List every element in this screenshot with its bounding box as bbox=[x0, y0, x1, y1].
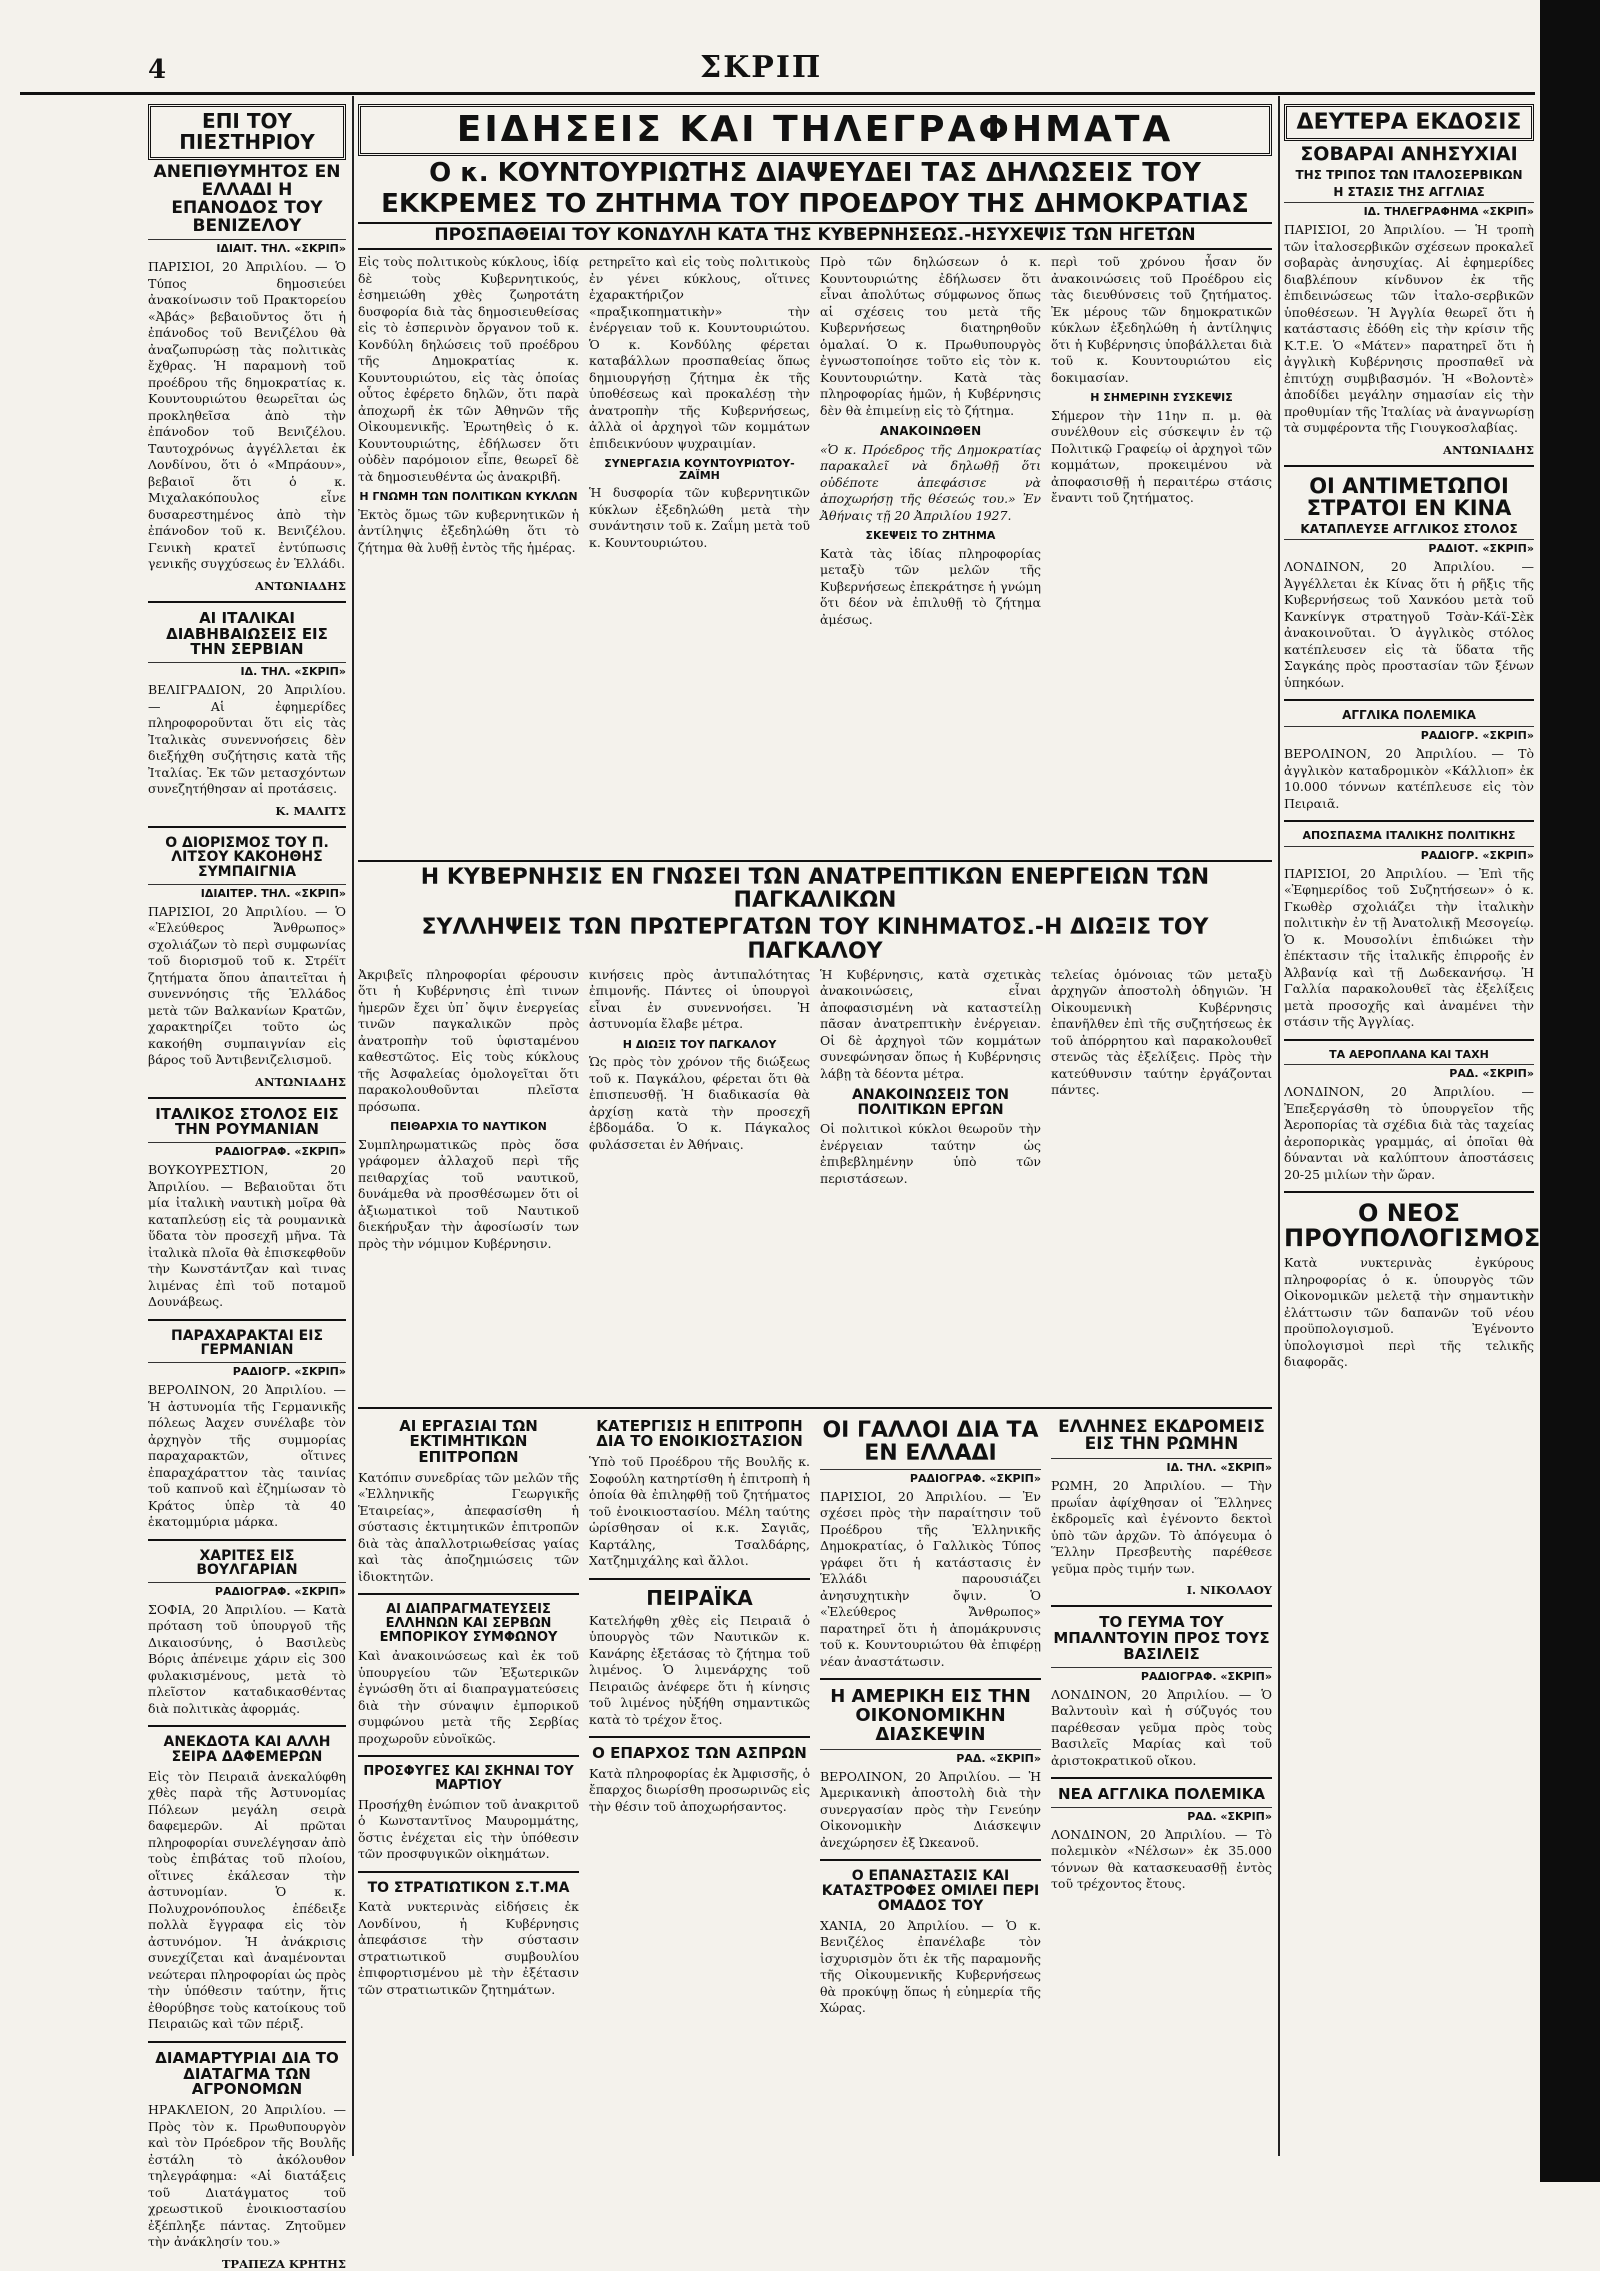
article-title: ΠΕΙΡΑΪΚΑ bbox=[646, 1585, 753, 1610]
article-source: ΡΑΔΙΟΓΡ. «ΣΚΡΙΠ» bbox=[148, 1362, 346, 1378]
article-signature: ΤΡΑΠΕΖΑ ΚΡΗΤΗΣ bbox=[221, 2256, 346, 2271]
lead-subheadline: ΠΡΟΣΠΑΘΕΙΑΙ ΤΟΥ ΚΟΝΔΥΛΗ ΚΑΤΑ ΤΗΣ ΚΥΒΕΡΝΗΣΕΩΣ.-ΗΣΥΧΕΨΙΣ ΤΩΝ ΗΓΕΤΩΝ bbox=[358, 222, 1272, 250]
lower-col bbox=[1051, 1415, 1272, 2215]
article-title: ΤΑ ΑΕΡΟΠΛΑΝΑ ΚΑΙ ΤΑΧΗ bbox=[1329, 1047, 1489, 1061]
lead-col bbox=[820, 254, 1041, 854]
article-body: ΠΑΡΙΣΙΟΙ, 20 Ἀπριλίου. — Ἐν σχέσει πρὸς τὴν παραίτησιν τοῦ Προέδρου τῆς Ἑλληνικῆς Δημοκρατίας, ὁ Γαλλικὸς Τύπος γράφει ὅτι ἡ κατάστασις ἐν Ἑλλάδι παρουσιάζει ἀνησυχητικὴν ὄψιν. Ὁ «Ἐλεύθερος Ἄνθρωπος» παρατηρεῖ ὅτι ἡ ἀπομάκρυνσις τοῦ κ. Κουντουριώτου θὰ ἐπιφέρῃ νέαν ἀναστάτωσιν. bbox=[820, 1488, 1041, 1669]
article-title: Ο ΔΙΟΡΙΣΜΟΣ ΤΟΥ Π. ΛΙΤΣΟΥ ΚΑΚΟΗΘΗΣ ΣΥΜΠΑΙΓΝΙΑ bbox=[165, 834, 329, 880]
sub-heading: ΑΝΑΚΟΙΝΩΣΕΙΣ ΤΟΝ ΠΟΛΙΤΙΚΩΝ ΕΡΓΩΝ bbox=[852, 1087, 1009, 1118]
divider bbox=[148, 2041, 346, 2043]
article-source: ΡΑΔΙΟΤ. «ΣΚΡΙΠ» bbox=[1284, 539, 1534, 555]
announcement-body: «Ὁ κ. Πρόεδρος τῆς Δημοκρατίας παρακαλεῖ νὰ δηλωθῇ ὅτι οὐδέποτε ἀπεφάσισε νὰ ἀποχωρήσῃ τῆς θέσεώς του.» Ἐν Ἀθήναις τῇ 20 Ἀπριλίου 1927. bbox=[820, 441, 1041, 523]
article-title: ΕΛΛΗΝΕΣ ΕΚΔΡΟΜΕΙΣ ΕΙΣ ΤΗΝ ΡΩΜΗΝ bbox=[1058, 1416, 1265, 1455]
article-signature: Κ. ΜΑΛΙΤΣ bbox=[275, 803, 346, 818]
mid-headline: ΣΥΛΛΗΨΕΙΣ ΤΩΝ ΠΡΩΤΕΡΓΑΤΩΝ ΤΟΥ ΚΙΝΗΜΑΤΟΣ.-Η ΔΙΩΞΙΣ ΤΟΥ ΠΑΓΚΑΛΟΥ bbox=[421, 915, 1209, 964]
article-signature: Ι. ΝΙΚΟΛΑΟΥ bbox=[1186, 1583, 1272, 1598]
article-body: Εἰς τὸν Πειραιᾶ ἀνεκαλύφθη χθὲς παρὰ τῆς Ἀστυνομίας Πόλεων μεγάλη σειρὰ δαφεμερῶν. Αἱ πρῶται πληροφορίαι συνελέγησαν ἀπὸ τοὺς ἐπιβάτας τοῦ πλοίου, οἵτινες ἐκάλεσαν τὴν ἀστυνομίαν. Ὁ κ. Πολυχρονόπουλος ἐπέδειξε πολλὰ ἔγγραφα εἰς τὸν ἀστυνόμον. Ἡ ἀνάκρισις συνεχίζεται καὶ ἀναμένονται νεώτεραι πληροφορίαι ὡς πρὸς τὴν ὑπόθεσιν ταύτην, ἥτις ἐθορύβησε τοὺς κατοίκους τοῦ Πειραιῶς καὶ τῶν πέριξ. bbox=[148, 1768, 346, 2032]
article-title: ΑΙ ΙΤΑΛΙΚΑΙ ΔΙΑΒΗΒΑΙΩΣΕΙΣ ΕΙΣ ΤΗΝ ΣΕΡΒΙΑΝ bbox=[166, 608, 328, 659]
article-body: ΛΟΝΔΙΝΟΝ, 20 Ἀπριλίου. — Ὁ Βαλντουὶν καὶ ἡ σύζυγός του παρέθεσαν γεῦμα πρὸς τοὺς Βασιλεῖς Μαρίας καὶ τοῦ ἀριστοκρατικοῦ οἴκου. bbox=[1051, 1686, 1272, 1768]
article-body: Ἀκριβεῖς πληροφορίαι φέρουσιν ὅτι ἡ Κυβέρνησις ἐπὶ τινων ἡμερῶν ἔχει ὑπ᾽ ὄψιν ἐνεργείας τινῶν παγκαλικῶν πρὸς ἀνατροπὴν τοῦ ὑφισταμένου καθεστῶτος. Εἰς τοὺς κύκλους τῆς Ἀσφαλείας ὁμολογεῖται ὅτι παρακολουθοῦνται πλεῖστα πρόσωπα. bbox=[358, 966, 579, 1114]
article-body: ΣΟΦΙΑ, 20 Ἀπριλίου. — Κατὰ πρόταση τοῦ ὑπουργοῦ τῆς Δικαιοσύνης, ὁ Βασιλεὺς Βόρις ἀπένειμε χάριν εἰς 300 φυλακισμένους, μετὰ τὸ πλεῖστον καταδικασθέντας διὰ πολιτικὰς ἀφορμάς. bbox=[148, 1601, 346, 1716]
article-title: ΤΟ ΣΤΡΑΤΙΩΤΙΚΟΝ Σ.Τ.ΜΑ bbox=[367, 1879, 570, 1896]
lower-col bbox=[589, 1415, 810, 2215]
article-signature: ΑΝΤΩΝΙΑΔΗΣ bbox=[255, 1074, 346, 1089]
divider bbox=[148, 826, 346, 828]
article-body: κινήσεις πρὸς ἀντιπαλότητας ἐπιμονῆς. Πάντες οἱ ὑπουργοὶ εἶναι ἐν συνεννοήσει. Ἡ ἀστυνομία ἔλαβε μέτρα. bbox=[589, 966, 810, 1032]
article-title: ΠΡΟΣΦΥΓΕΣ ΚΑΙ ΣΚΗΝΑΙ ΤΟΥ ΜΑΡΤΙΟΥ bbox=[363, 1764, 574, 1793]
sub-heading: Η ΓΝΩΜΗ ΤΩΝ ΠΟΛΙΤΙΚΩΝ ΚΥΚΛΩΝ bbox=[359, 490, 578, 504]
section-heading: ΔΕΥΤΕΡΑ ΕΚΔΟΣΙΣ bbox=[1284, 104, 1534, 141]
article-title: Ο ΕΠΑΝΑΣΤΑΣΙΣ ΚΑΙ ΚΑΤΑΣΤΡΟΦΕΣ ΟΜΙΛΕΙ ΠΕΡΙ ΟΜΑΔΟΣ ΤΟΥ bbox=[821, 1868, 1040, 1914]
masthead: ΣΚΡΙΠ bbox=[700, 50, 823, 85]
article-title: Ο ΝΕΟΣ ΠΡΟΥΠΟΛΟΓΙΣΜΟΣ bbox=[1284, 1199, 1541, 1253]
article-source: ΡΑΔΙΟΓΡΑΦ. «ΣΚΡΙΠ» bbox=[820, 1469, 1041, 1485]
lead-headline: ΕΚΚΡΕΜΕΣ ΤΟ ΖΗΤΗΜΑ ΤΟΥ ΠΡΟΕΔΡΟΥ ΤΗΣ ΔΗΜΟΚΡΑΤΙΑΣ bbox=[381, 189, 1249, 220]
article-body: ΛΟΝΔΙΝΟΝ, 20 Ἀπριλίου. — Ἐπεξεργάσθη τὸ ὑπουργεῖον τῆς Ἀεροπορίας τὰ σχέδια διὰ τὰς ταχείας ἀεροπορικὰς γραμμάς, αἱ ὁποῖαι θὰ δύνανται νὰ καλύπτουν ἀποστάσεις 20-25 μιλίων τὴν ὥραν. bbox=[1284, 1084, 1534, 1182]
section-heading: ΕΠΙ ΤΟΥ ΠΙΕΣΤΗΡΙΟΥ bbox=[148, 104, 346, 160]
sub-heading: Η ΔΙΩΞΙΣ ΤΟΥ ΠΑΓΚΑΛΟΥ bbox=[622, 1037, 777, 1051]
lead-col bbox=[589, 254, 810, 854]
lead-columns bbox=[358, 254, 1272, 854]
article-title: ΙΤΑΛΙΚΟΣ ΣΤΟΛΟΣ ΕΙΣ ΤΗΝ ΡΟΥΜΑΝΙΑΝ bbox=[155, 1104, 339, 1139]
article-title: ΟΙ ΑΝΤΙΜΕΤΩΠΟΙ ΣΤΡΑΤΟΙ ΕΝ ΚΙΝΑ bbox=[1306, 473, 1512, 520]
article-title: ΠΑΡΑΧΑΡΑΚΤΑΙ ΕΙΣ ΓΕΡΜΑΝΙΑΝ bbox=[170, 1327, 324, 1359]
article-body: Κατόπιν συνεδρίας τῶν μελῶν τῆς «Ἑλληνικῆς Γεωργικῆς Ἑταιρείας», ἀπεφασίσθη ἡ σύστασις ἐκτιμητικῶν ἐπιτροπῶν διὰ τὰς ἀπαλλοτριωθείσας γαίας καὶ τὰς ἀποζημιώσεις τῶν ἰδιοκτητῶν. bbox=[358, 1469, 579, 1584]
article-title: ΑΝΕΚΔΟΤΑ ΚΑΙ ΑΛΛΗ ΣΕΙΡΑ ΔΑΦΕΜΕΡΩΝ bbox=[163, 1734, 331, 1766]
article-title: ΑΙ ΕΡΓΑΣΙΑΙ ΤΩΝ ΕΚΤΙΜΗΤΙΚΩΝ ΕΠΙΤΡΟΠΩΝ bbox=[399, 1416, 538, 1467]
article-title: ΝΕΑ ΑΓΓΛΙΚΑ ΠΟΛΕΜΙΚΑ bbox=[1058, 1785, 1265, 1804]
article-body: Συμπληρωματικῶς πρὸς ὅσα γράφομεν ἀλλαχοῦ περὶ τῆς πειθαρχίας τοῦ ναυτικοῦ, δυνάμεθα νὰ προσθέσωμεν ὅτι οἱ ἀξιωματικοὶ τοῦ Ναυτικοῦ διεκήρυξαν τὴν ἀφοσίωσίν των πρὸς τὴν νόμιμον Κυβέρνησιν. bbox=[358, 1136, 579, 1251]
sub-heading: ΑΝΑΚΟΙΝΩΘΕΝ bbox=[879, 424, 982, 439]
lead-col bbox=[358, 254, 579, 854]
sub-heading: ΣΥΝΕΡΓΑΣΙΑ ΚΟΥΝΤΟΥΡΙΩΤΟΥ-ΖΑΪΜΗ bbox=[604, 457, 795, 482]
article-body: Προσήχθη ἐνώπιον τοῦ ἀνακριτοῦ ὁ Κωνσταντῖνος Μαυρομμάτης, ὅστις ἐνέχεται εἰς τὴν ὑπόθεσιν τῶν προσφυγικῶν οἰκημάτων. bbox=[358, 1796, 579, 1862]
mid-col bbox=[1051, 967, 1272, 1407]
article-body: Ὡς πρὸς τὸν χρόνον τῆς διώξεως τοῦ κ. Παγκάλου, φέρεται ὅτι θὰ ἐπισπευσθῇ. Ἡ διαδικασία θὰ ἀρχίσῃ κατὰ τὴν προσεχῆ ἑβδομάδα. Ὁ κ. Πάγκαλος φυλάσσεται ἐν Ἀθήναις. bbox=[589, 1054, 810, 1152]
article-source: ΙΔ. ΤΗΛ. «ΣΚΡΙΠ» bbox=[1051, 1458, 1272, 1474]
sub-heading: ΣΚΕΨΕΙΣ ΤΟ ΖΗΤΗΜΑ bbox=[865, 529, 996, 543]
article-body: ΒΟΥΚΟΥΡΕΣΤΙΟΝ, 20 Ἀπριλίου. — Βεβαιοῦται ὅτι μία ἰταλικὴ ναυτικὴ μοῖρα θὰ καταπλεύσῃ εἰς τὰ ρουμανικὰ ὕδατα τὸν προσεχῆ μῆνα. Τὰ ἰταλικὰ πλοῖα θὰ ἐπισκεφθοῦν τὴν Κωνστάντζαν καὶ τινας λιμένας ἐπὶ τοῦ ποταμοῦ Δουνάβεως. bbox=[148, 1162, 346, 1310]
article-title: ΚΑΤΕΡΓΙΣΙΣ Η ΕΠΙΤΡΟΠΗ ΔΙΑ ΤΟ ΕΝΟΙΚΙΟΣΤΑΣΙΟΝ bbox=[596, 1416, 803, 1451]
center-column bbox=[358, 100, 1272, 2160]
article-body: Ἐκτὸς ὅμως τῶν κυβερνητικῶν ἡ ἀντίληψις ἐξεδηλώθη ὅτι τὸ ζήτημα θὰ λυθῇ ἐντὸς τῆς ἡμέρας. bbox=[358, 506, 579, 555]
article-body: Κατὰ τὰς ἰδίας πληροφορίας μεταξὺ τῶν μελῶν τῆς Κυβερνήσεως ἐπεκράτησε ἡ γνώμη ὅτι δέον νὰ ἐπιλυθῇ τὸ ζήτημα ἀμέσως. bbox=[820, 545, 1041, 627]
page-number: 4 bbox=[148, 55, 167, 85]
divider bbox=[148, 1539, 346, 1541]
article-body: Κατελήφθη χθὲς εἰς Πειραιᾶ ὁ ὑπουργὸς τῶν Ναυτικῶν κ. Κανάρης ἐξετάσας τὸ ζήτημα τοῦ λιμένος. Ὁ λιμενάρχης τοῦ Πειραιῶς ἀνέφερε ὅτι ἡ κίνησις τοῦ λιμένος ηὐξήθη σημαντικῶς κατὰ τὸ τρέχον ἔτος. bbox=[589, 1612, 810, 1727]
article-subtitle: Η ΣΤΑΣΙΣ ΤΗΣ ΑΓΓΛΙΑΣ bbox=[1333, 184, 1485, 199]
article-body: ΧΑΝΙΑ, 20 Ἀπριλίου. — Ὁ κ. Βενιζέλος ἐπανέλαβε τὸν ἰσχυρισμὸν ὅτι ἐκ τῆς παραμονῆς τῆς Οἰκουμενικῆς Κυβερνήσεως θὰ προκύψῃ ὅπως ἡ εὐημερία τῆς Χώρας. bbox=[820, 1917, 1041, 2016]
mid-col bbox=[820, 967, 1041, 1407]
article-source: ΙΔ. ΤΗΛΕΓΡΑΦΗΜΑ «ΣΚΡΙΠ» bbox=[1284, 202, 1534, 218]
article-title: ΤΗΣ ΤΡΙΠΟΣ ΤΩΝ ΙΤΑΛΟΣΕΡΒΙΚΩΝ bbox=[1295, 168, 1523, 183]
column-divider bbox=[352, 96, 354, 2156]
article-body: Πρὸ τῶν δηλώσεων ὁ κ. Κουντουριώτης ἐδήλωσεν ὅτι εἶναι ἀπολύτως σύμφωνος ὅπως αἱ σχέσεις του μετὰ τῆς Κυβερνήσεως διατηρηθοῦν ὁμαλαί. Ὁ κ. Πρωθυπουργὸς ἐγνωστοποίησε τοῦτο εἰς τὸν κ. Κουντουριώτην. Κατὰ τὰς πληροφορίας ἡμῶν, ἡ Κυβέρνησις δὲν θὰ ἐπιμείνῃ εἰς τὸ ζήτημα. bbox=[820, 254, 1041, 418]
divider bbox=[148, 1725, 346, 1727]
article-body: ΒΕΡΟΛΙΝΟΝ, 20 Ἀπριλίου. — Ἡ ἀστυνομία τῆς Γερμανικῆς πόλεως Ἀαχεν συνέλαβε τὸν ἀρχηγὸν τῆς συμμορίας παραχαρακτῶν, οἵτινες ἐπαραχάραττον τὰς ταινίας τοῦ καπνοῦ καὶ ἐζημίωσαν τὸ Κράτος ὑπὲρ τὰ 40 ἑκατομμύρια μάρκα. bbox=[148, 1382, 346, 1530]
mid-col bbox=[589, 967, 810, 1407]
article-source: ΡΑΔΙΟΓΡ. «ΣΚΡΙΠ» bbox=[1284, 726, 1534, 742]
sub-heading: ΠΕΙΘΑΡΧΙΑ ΤΟ ΝΑΥΤΙΚΟΝ bbox=[390, 1120, 547, 1134]
column-divider bbox=[1278, 96, 1280, 2156]
lower-columns bbox=[358, 1415, 1272, 2215]
article-body: τελείας ὁμόνοιας τῶν μεταξὺ ἀρχηγῶν ἀποστολὴ ὁδηγιῶν. Ἡ Οἰκουμενικὴ Κυβέρνησις ἐπανῆλθεν ἐπὶ τῆς συζητήσεως ἐκ τοῦ ἀπόρρητου καὶ παρακολουθεῖ στενῶς τὰς ἐξελίξεις. Πρὸς τὴν κατεύθυνσιν ταύτην ἐργάζονται πάντες. bbox=[1051, 966, 1272, 1098]
article-source: ΙΔΙΑΙΤ. ΤΗΛ. «ΣΚΡΙΠ» bbox=[148, 239, 346, 255]
article-body: ΠΑΡΙΣΙΟΙ, 20 Ἀπριλίου. — Ἐπὶ τῆς «Ἐφημερίδος τοῦ Συζητήσεων» ὁ κ. Γκωθὲρ σχολιάζει τὴν ἰταλικὴν πολιτικὴν ἐν τῇ Ἀνατολικῇ Μεσογείῳ. Ὁ κ. Μουσολίνι ἐπιδιώκει τὴν ἐπέκτασιν τῆς ἰταλικῆς ἐπιρροῆς ἐν Ἀλβανίᾳ καὶ τῇ Δωδεκανήσῳ. Ἡ Γαλλία παρακολουθεῖ τὰς ἐξελίξεις μετὰ προσοχῆς καὶ ἀναμένει τὴν στάσιν τῆς Ἀγγλίας. bbox=[1284, 865, 1534, 1030]
lead-headline: Ο κ. ΚΟΥΝΤΟΥΡΙΩΤΗΣ ΔΙΑΨΕΥΔΕΙ ΤΑΣ ΔΗΛΩΣΕΙΣ ΤΟΥ bbox=[429, 157, 1201, 188]
article-body: ΡΩΜΗ, 20 Ἀπριλίου. — Τὴν πρωΐαν ἀφίχθησαν οἱ Ἕλληνες ἐκδρομεῖς καὶ ἐγένοντο δεκτοὶ ὑπὸ τῶν ἀρχῶν. Τὸ ἀπόγευμα ὁ Ἕλλην Πρεσβευτὴς παρέθεσε γεῦμα πρὸς τιμήν των. bbox=[1051, 1478, 1272, 1576]
divider bbox=[148, 601, 346, 603]
article-title: ΟΙ ΓΑΛΛΟΙ ΔΙΑ ΤΑ ΕΝ ΕΛΛΑΔΙ bbox=[822, 1417, 1039, 1466]
article-title: ΑΓΓΛΙΚΑ ΠΟΛΕΜΙΚΑ bbox=[1342, 708, 1476, 723]
sub-heading: Η ΣΗΜΕΡΙΝΗ ΣΥΣΚΕΨΙΣ bbox=[1090, 391, 1233, 405]
article-body: ΒΕΡΟΛΙΝΟΝ, 20 Ἀπριλίου. — Τὸ ἀγγλικὸν καταδρομικὸν «Κάλλιοπ» ἐκ 10.000 τόννων κατέπλευσε εἰς τὸν Πειραιᾶ. bbox=[1284, 746, 1534, 811]
article-body: Σήμερον τὴν 11ην π. μ. θὰ συνέλθουν εἰς σύσκεψιν ἐν τῷ Πολιτικῷ Γραφείῳ οἱ ἀρχηγοὶ τῶν κομμάτων, προκειμένου νὰ ἀποφασισθῇ ἡ περαιτέρω στάσις ἔναντι τοῦ ζητήματος. bbox=[1051, 407, 1272, 506]
article-title: Η ΑΜΕΡΙΚΗ ΕΙΣ ΤΗΝ ΟΙΚΟΝΟΜΙΚΗΝ ΔΙΑΣΚΕΨΙΝ bbox=[830, 1686, 1031, 1746]
article-title: ΑΙ ΔΙΑΠΡΑΓΜΑΤΕΥΣΕΙΣ ΕΛΛΗΝΩΝ ΚΑΙ ΣΕΡΒΩΝ ΕΜΠΟΡΙΚΟΥ ΣΥΜΦΩΝΟΥ bbox=[379, 1602, 558, 1645]
lead-col bbox=[1051, 254, 1272, 854]
article-body: Κατὰ νυκτερινὰς εἰδήσεις ἐκ Λονδίνου, ἡ Κυβέρνησις ἀπεφάσισε τὴν σύστασιν στρατιωτικοῦ συμβουλίου ἐπιφορτισμένου μὲ τὴν ἐξέτασιν τῶν στρατιωτικῶν ζητημάτων. bbox=[358, 1899, 579, 1997]
article-body: ΛΟΝΔΙΝΟΝ, 20 Ἀπριλίου. — Τὸ πολεμικὸν «Νέλσων» ἐκ 35.000 τόννων θὰ κατασκευασθῇ ἐντὸς τοῦ τρέχοντος ἔτους. bbox=[1051, 1826, 1272, 1892]
article-title: ΔΙΑΜΑΡΤΥΡΙΑΙ ΔΙΑ ΤΟ ΔΙΑΤΑΓΜΑ ΤΩΝ ΑΓΡΟΝΟΜΩΝ bbox=[155, 2048, 339, 2099]
article-body: ΗΡΑΚΛΕΙΟΝ, 20 Ἀπριλίου. — Πρὸς τὸν κ. Πρωθυπουργὸν καὶ τὸν Πρόεδρον τῆς Βουλῆς ἐστάλη τὸ ἀκόλουθον τηλεγράφημα: «Αἱ διατάξεις τοῦ Διατάγματος τοῦ χρεωστικοῦ ἐνοικιοστασίου ἐξέπληξε πάντας. Ζητοῦμεν τὴν ἀνάκλησίν του.» bbox=[148, 2102, 346, 2250]
top-rule bbox=[20, 92, 1535, 95]
article-title: ΑΠΟΣΠΑΣΜΑ ΙΤΑΛΙΚΗΣ ΠΟΛΙΤΙΚΗΣ bbox=[1302, 829, 1516, 842]
article-source: ΡΑΔΙΟΓΡΑΦ. «ΣΚΡΙΠ» bbox=[1051, 1667, 1272, 1683]
article-body: Ὑπὸ τοῦ Προέδρου τῆς Βουλῆς κ. Σοφούλη κατηρτίσθη ἡ ἐπιτροπὴ ἡ ὁποία θὰ ἐπιληφθῇ τοῦ ζητήματος τοῦ ἐνοικιοστασίου. Μέλη ταύτης ὡρίσθησαν οἱ κ.κ. Σαγιᾶς, Καρτάλης, Τσαλδάρης, Χατζημιχάλης καὶ ἄλλοι. bbox=[589, 1454, 810, 1569]
article-title: ΧΑΡΙΤΕΣ ΕΙΣ ΒΟΥΛΓΑΡΙΑΝ bbox=[196, 1547, 298, 1579]
lower-col bbox=[358, 1415, 579, 2215]
article-body: ΒΕΡΟΛΙΝΟΝ, 20 Ἀπριλίου. — Ἡ Ἀμερικανικὴ ἀποστολὴ διὰ τὴν συνεργασίαν πρὸς τὴν Γενεύην Οἰκονομικὴν Διάσκεψιν ἀνεχώρησεν ἐξ Ὠκεανοῦ. bbox=[820, 1768, 1041, 1850]
article-body: Εἰς τοὺς πολιτικοὺς κύκλους, ἰδίᾳ δὲ τοὺς Κυβερνητικούς, ἐσημειώθη χθὲς ζωηροτάτη δυσφορία διὰ τὰς δημοσιευθείσας εἰς τὸ ἑσπερινὸν ὄργανον τοῦ κ. Κονδύλη δηλώσεις τοῦ προέδρου τῆς Δημοκρατίας κ. Κουντουριώτου, εἰς τὰς ὁποίας οὗτος ἐφέρετο δηλῶν, ὅτι παρὰ ἀποχωρῆ ἐκ τῶν Ἀθηνῶν τῆς Οἰκουμενικῆς. Ἐρωτηθεὶς ὁ κ. Κουντουριώτης, ἐδήλωσεν ὅτι οὐδὲν παρόμοιον εἶπε, θεωρεῖ δὲ τὰ δημοσιευθέντα ὡς ἀνακριβῆ. bbox=[358, 254, 579, 484]
article-body: ΒΕΛΙΓΡΑΔΙΟΝ, 20 Ἀπριλίου. — Αἱ ἐφημερίδες πληροφοροῦνται ὅτι εἰς τὰς Ἰταλικὰς συνεννοήσεις δὲν διεξήχθη συζήτησις κατὰ τῆς Ἰταλίας. Ἐκ τῶν μετασχόντων συνεζητήθησαν αἱ προτάσεις. bbox=[148, 682, 346, 797]
article-source: ΡΑΔΙΟΓΡΑΦ. «ΣΚΡΙΠ» bbox=[148, 1582, 346, 1598]
right-column bbox=[1284, 100, 1541, 2160]
article-title: ΣΟΒΑΡΑΙ ΑΝΗΣΥΧΙΑΙ bbox=[1300, 143, 1518, 166]
news-banner: ΕΙΔΗΣΕΙΣ ΚΑΙ ΤΗΛΕΓΡΑΦΗΜΑΤΑ bbox=[358, 104, 1272, 156]
divider bbox=[148, 1319, 346, 1321]
divider bbox=[148, 1097, 346, 1099]
lower-col bbox=[820, 1415, 1041, 2215]
article-body: Ἡ Κυβέρνησις, κατὰ σχετικὰς ἀνακοινώσεις, εἶναι ἀποφασισμένη νὰ καταστείλῃ πᾶσαν ἀνατρεπτικὴν ἐνέργειαν. Οἱ δὲ ἀρχηγοὶ τῶν κομμάτων συνεφώνησαν ὅπως ἡ Κυβέρνησις λάβῃ τὰ δέοντα μέτρα. bbox=[820, 966, 1041, 1081]
article-body: Κατὰ νυκτερινὰς ἐγκύρους πληροφορίας ὁ κ. ὑπουργὸς τῶν Οἰκονομικῶν μελετᾷ τὴν σημαντικὴν ἐλάττωσιν τῶν δαπανῶν τοῦ νέου προϋπολογισμοῦ. Ἐγένοντο ὑπολογισμοὶ περὶ τῆς τελικῆς διαφορᾶς. bbox=[1284, 1255, 1534, 1370]
article-body: ΛΟΝΔΙΝΟΝ, 20 Ἀπριλίου. — Ἀγγέλλεται ἐκ Κίνας ὅτι ἡ ρῆξις τῆς Κυβερνήσεως τοῦ Χανκόου μετὰ τοῦ Κανκίνγκ στρατηγοῦ Τσὰν-Κάϊ-Σὲκ ἀνακοινοῦται. Ὁ ἀγγλικὸς στόλος κατέπλευσεν εἰς τὰ ὕδατα τῆς Σαγκάης πρὸς προστασίαν τῶν ξένων ὑπηκόων. bbox=[1284, 559, 1534, 690]
article-source: ΡΑΔΙΟΓΡΑΦ. «ΣΚΡΙΠ» bbox=[148, 1142, 346, 1158]
mid-headline: Η ΚΥΒΕΡΝΗΣΙΣ ΕΝ ΓΝΩΣΕΙ ΤΩΝ ΑΝΑΤΡΕΠΤΙΚΩΝ ΕΝΕΡΓΕΙΩΝ ΤΩΝ ΠΑΓΚΑΛΙΚΩΝ bbox=[420, 865, 1210, 914]
article-body: ρετηρεῖτο καὶ εἰς τοὺς πολιτικοὺς ἐν γένει κύκλους, οἵτινες ἐχαρακτήριζον «πραξικοπηματικὴν» τὴν ἐνέργειαν τοῦ κ. Κουντουριώτου. Ὁ κ. Κονδύλης φέρεται καταβάλλων προσπαθείας ὅπως δημιουργήσῃ ζήτημα ἐκ τῆς ὑποθέσεως καὶ προκαλέσῃ τὴν ἀνατροπὴν τῆς Κυβερνήσεως, ἀλλὰ οἱ ἀρχηγοὶ τῶν κομμάτων ἐπιδεικνύουν ψυχραιμίαν. bbox=[589, 254, 810, 451]
article-title: Ο ΕΠΑΡΧΟΣ ΤΩΝ ΑΣΠΡΩΝ bbox=[592, 1744, 807, 1763]
article-title: ΑΝΕΠΙΘΥΜΗΤΟΣ ΕΝ ΕΛΛΑΔΙ Η ΕΠΑΝΟΔΟΣ ΤΟΥ ΒΕΝΙΖΕΛΟΥ bbox=[153, 162, 341, 236]
article-source: ΙΔΙΑΙΤΕΡ. ΤΗΛ. «ΣΚΡΙΠ» bbox=[148, 884, 346, 900]
article-source: ΡΑΔΙΟΓΡ. «ΣΚΡΙΠ» bbox=[1284, 846, 1534, 862]
left-column bbox=[148, 100, 346, 2271]
article-source: ΡΑΔ. «ΣΚΡΙΠ» bbox=[1284, 1064, 1534, 1080]
article-signature: ΑΝΤΩΝΙΑΔΗΣ bbox=[255, 578, 346, 593]
article-body: Ἡ δυσφορία τῶν κυβερνητικῶν κύκλων ἐξεδηλώθη μετὰ τὴν συνάντησιν τοῦ κ. Ζαΐμη μετὰ τοῦ κ. Κουντουριώτου. bbox=[589, 485, 810, 550]
mid-columns bbox=[358, 967, 1272, 1409]
mid-col bbox=[358, 967, 579, 1407]
article-source: ΙΔ. ΤΗΛ. «ΣΚΡΙΠ» bbox=[148, 662, 346, 678]
article-title: ΤΟ ΓΕΥΜΑ ΤΟΥ ΜΠΑΛΝΤΟΥΙΝ ΠΡΟΣ ΤΟΥΣ ΒΑΣΙΛΕΙΣ bbox=[1053, 1613, 1270, 1663]
article-body: Καὶ ἀνακοινώσεως καὶ ἐκ τοῦ ὑπουργείου τῶν Ἐξωτερικῶν ἐγνώσθη ὅτι αἱ διαπραγματεύσεις διὰ τὴν σύναψιν ἐμπορικοῦ συμφώνου μετὰ τῆς Σερβίας προχωροῦν εὐνοϊκῶς. bbox=[358, 1648, 579, 1746]
article-source: ΡΑΔ. «ΣΚΡΙΠ» bbox=[820, 1749, 1041, 1765]
page-edge bbox=[1540, 0, 1600, 2182]
article-body: ΠΑΡΙΣΙΟΙ, 20 Ἀπριλίου. — Ὁ Τύπος δημοσιεύει ἀνακοίνωσιν τοῦ Πρακτορείου «Ἀβάς» βεβαιοῦντος ὅτι ἡ ἐπάνοδος τοῦ Βενιζέλου θὰ ἀναζωπυρώσῃ τὰς πολιτικὰς ἔχθρας. Ἡ παραμονὴ τοῦ προέδρου τῆς δημοκρατίας κ. Κουντουριώτου θεωρεῖται ὡς προκληθεῖσα ἀπὸ τὴν ἐπάνοδον τοῦ Βενιζέλου. Ταυτοχρόνως ἀγγέλλεται ἐκ Λονδίνου, ὅτι ὁ «Μπράουν», βεβαιοῖ ὅτι ὁ κ. Μιχαλακόπουλος εἶνε δυσαρεστημένος ἀπὸ τὴν ἐπάνοδον τοῦ κ. Βενιζέλου. Γενικὴ κρατεῖ ἐντύπωσις γενικῆς συγχύσεως ἐν Ἑλλάδι. bbox=[148, 259, 346, 572]
article-body: Κατὰ πληροφορίας ἐκ Ἀμφισσῆς, ὁ ἔπαρχος διωρίσθη προσωρινῶς εἰς τὴν θέσιν τοῦ ἀποχωρήσαντος. bbox=[589, 1765, 810, 1814]
article-body: περὶ τοῦ χρόνου ἦσαν ὅν ἀνακοινώσεις τοῦ Προέδρου εἰς τὰς διευθύνσεις τοῦ ζητήματος. Ἐκ μέρους τῶν δημοκρατικῶν κύκλων ἐξεδηλώθη ἡ ἀντίληψις ὅτι ἡ Κυβέρνησις ὑποβάλλεται διὰ τοῦ κ. Κουντουριώτου εἰς δοκιμασίαν. bbox=[1051, 254, 1272, 385]
article-signature: ΑΝΤΩΝΙΑΔΗΣ bbox=[1443, 442, 1534, 457]
article-title: ΚΑΤΑΠΛΕΥΣΕ ΑΓΓΛΙΚΟΣ ΣΤΟΛΟΣ bbox=[1300, 521, 1518, 536]
article-body: ΠΑΡΙΣΙΟΙ, 20 Ἀπριλίου. — Ὁ «Ἐλεύθερος Ἄνθρωπος» σχολιάζων τὸ περὶ συμφωνίας τοῦ διορισμοῦ τοῦ κ. Στρέϊτ ζητήματα ὅπου ἀπαιτεῖται ἡ συνεννόησις τῆς Ἑλλάδος μετὰ τῶν Βαλκανίων Κρατῶν, χαρακτηρίζει τοῦτο ὡς κακοήθη συμπαιγνίαν εἰς βάρος τοῦ Ἀντιβενιζελισμοῦ. bbox=[148, 903, 346, 1068]
article-body: Οἱ πολιτικοὶ κύκλοι θεωροῦν τὴν ἐνέργειαν ταύτην ὡς ἐπιβεβλημένην ὑπὸ τῶν περιστάσεων. bbox=[820, 1121, 1041, 1186]
article-body: ΠΑΡΙΣΙΟΙ, 20 Ἀπριλίου. — Ἡ τροπὴ τῶν ἰταλοσερβικῶν σχέσεων προκαλεῖ σοβαρὰς ἀνησυχίας. Αἱ ἐφημερίδες διαβλέπουν κίνδυνον ἐκ τῆς ἐπιδεινώσεως τῶν ἰταλο-σερβικῶν ὑποθέσεων. Ἡ Ἀγγλία θεωρεῖ ὅτι ἡ κατάστασις ἐδόθη εἰς τὴν κρίσιν τῆς Κ.Τ.Ε. Ὁ «Μάτεν» παρατηρεῖ ὅτι ἡ ἀγγλικὴ Κυβέρνησις προσπαθεῖ νὰ ἐπιτύχῃ συμβιβασμόν. Ἡ «Βολοντὲ» ἀποδίδει μεγάλην σημασίαν εἰς τὴν προθυμίαν τῆς Ἰταλίας νὰ ἀναγνωρίσῃ τὰ συμφέροντα τῆς Γιουγκοσλαβίας. bbox=[1284, 222, 1534, 436]
article-source: ΡΑΔ. «ΣΚΡΙΠ» bbox=[1051, 1807, 1272, 1823]
